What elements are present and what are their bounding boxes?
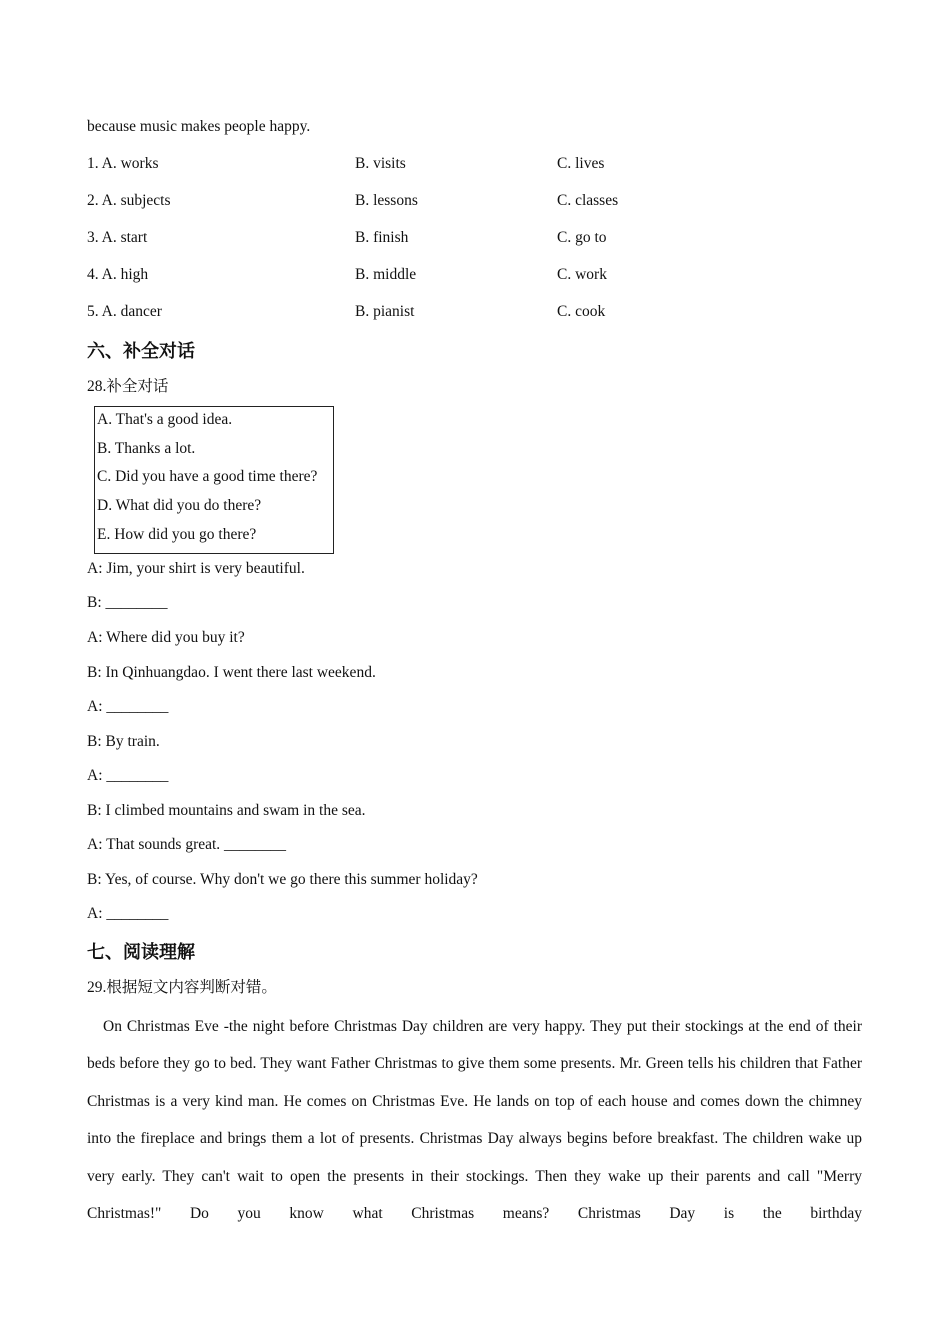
dialogue-line: B: Yes, of course. Why don't we go there this summer holiday? [87,871,478,888]
question-title [87,374,168,396]
box-option: C. Did you have a good time there? [97,468,318,485]
dialogue-line: A: ________ [87,905,169,922]
dialogue-line: B: I climbed mountains and swam in the sea. [87,802,366,819]
question-title [87,975,277,997]
option-a: 2. A. subjects [87,192,171,209]
option-c: C. classes [557,192,619,209]
section-heading: 六、补全对话 [87,341,195,362]
options-box [94,406,334,554]
box-option: D. What did you do there? [97,497,262,514]
dialogue-line: B: ________ [87,594,168,611]
option-b: B. finish [355,229,409,246]
dialogue-line: B: In Qinhuangdao. I went there last weekend. [87,664,376,681]
option-c: C. cook [557,303,606,320]
intro-line: because music makes people happy. [87,118,311,135]
question-number: 28. [87,378,107,395]
option-a: 4. A. high [87,266,149,283]
dialogue-line: A: ________ [87,767,169,784]
question-text: 根据短文内容判断对错。 [106,978,277,996]
box-option: E. How did you go there? [97,526,257,543]
dialogue-line: A: That sounds great. ________ [87,836,287,853]
passage-text: On Christmas Eve -the night before Christmas Day children are very happy. They put their stockings at the end of their beds before they go to bed. They want Father Christmas to give them some presents. Mr. Green tells his children that Father Christmas is a very kind man. He comes on Christmas Eve. He lands on top of each house and comes down the chimney into the fireplace and brings them a lot of presents. Christmas Day always begins before breakfast. The children wake up very early. They can't wait to open the presents in their stockings. Then they wake up their parents and call "Merry Christmas!" Do you know what Christmas means? Christmas Day is the birthday [87,1018,862,1223]
dialogue-line: A: ________ [87,698,169,715]
option-a: 5. A. dancer [87,303,162,320]
box-option: B. Thanks a lot. [97,440,196,457]
question-number: 29. [87,979,107,996]
option-c: C. go to [557,229,607,246]
option-c: C. lives [557,155,605,172]
question-text: 补全对话 [106,377,169,395]
section-heading: 七、阅读理解 [87,942,195,963]
option-c: C. work [557,266,607,283]
reading-passage [87,1008,862,1232]
option-b: B. visits [355,155,406,172]
dialogue-line: B: By train. [87,733,160,750]
dialogue-line: A: Jim, your shirt is very beautiful. [87,560,305,577]
option-b: B. lessons [355,192,418,209]
option-b: B. middle [355,266,417,283]
box-option: A. That's a good idea. [97,411,233,428]
option-b: B. pianist [355,303,415,320]
dialogue-line: A: Where did you buy it? [87,629,245,646]
option-a: 3. A. start [87,229,148,246]
option-a: 1. A. works [87,155,159,172]
